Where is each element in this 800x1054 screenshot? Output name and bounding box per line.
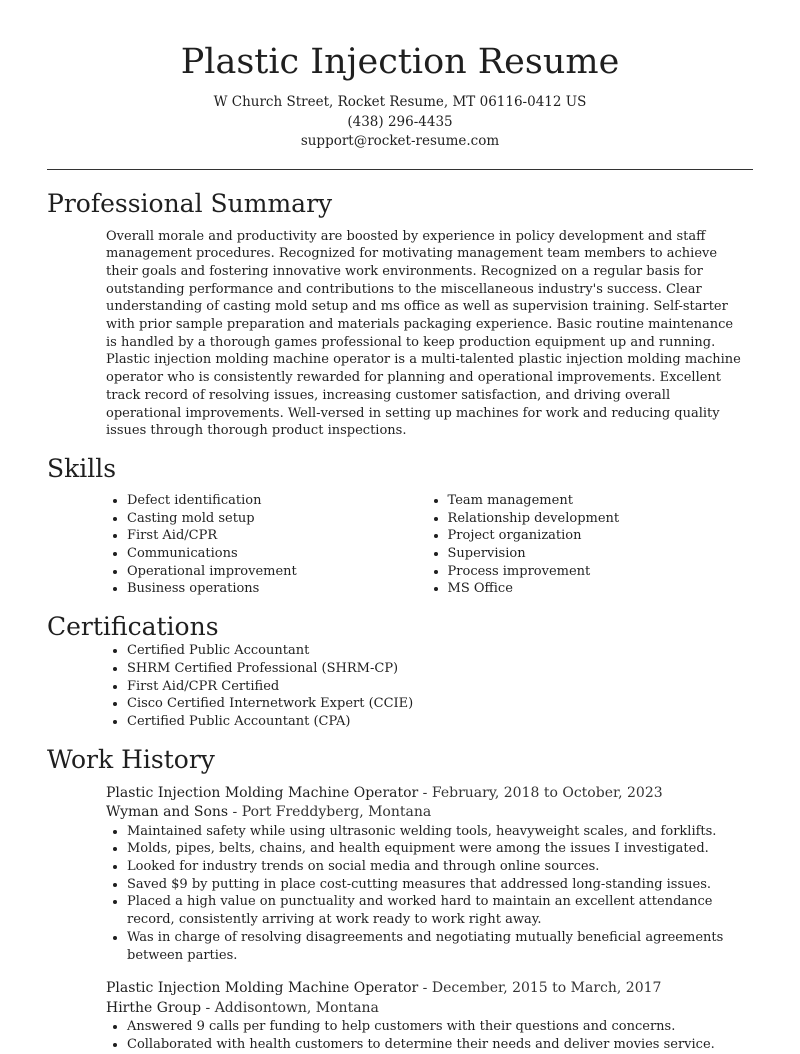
job-company: Wyman and Sons (106, 804, 229, 821)
separator: - (201, 999, 215, 1016)
list-item: • Saved $9 by putting in place cost-cutting measures that addressed long-standing issues. (127, 876, 748, 894)
job-title-line (106, 784, 748, 804)
separator: - (418, 980, 432, 997)
resume-title: Plastic Injection Resume (180, 42, 620, 82)
certifications-heading: Certifications (47, 612, 219, 642)
contact-email: support@rocket-resume.com (300, 133, 500, 149)
list-item: • Relationship development (448, 510, 748, 528)
job-entry (106, 784, 748, 965)
job-dates: February, 2018 to October, 2023 (431, 784, 663, 801)
list-item: • Certified Public Accountant (127, 642, 748, 660)
list-item: • SHRM Certified Professional (SHRM-CP) (127, 660, 748, 678)
list-item: • Operational improvement (127, 563, 427, 581)
list-item: • Answered 9 calls per funding to help customers with their questions and concerns. (127, 1018, 748, 1036)
job-company-line (106, 803, 748, 823)
job-role: Plastic Injection Molding Machine Operator (106, 784, 419, 801)
list-item: • Supervision (448, 545, 748, 563)
certifications-list (106, 642, 748, 731)
list-item: • Casting mold setup (127, 510, 427, 528)
skills-heading: Skills (47, 453, 117, 483)
header-divider (47, 169, 753, 170)
job-role: Plastic Injection Molding Machine Operator (106, 980, 419, 997)
work-history-heading: Work History (47, 744, 215, 774)
list-item: • Was in charge of resolving disagreements and negotiating mutually beneficial agreements between parties. (127, 929, 748, 964)
list-item: • MS Office (448, 580, 748, 598)
skills-list-left (106, 492, 427, 598)
list-item: • Placed a high value on punctuality and worked hard to maintain an excellent attendance record, consistently arriving at work ready to work right away. (127, 893, 748, 928)
list-item: • Looked for industry trends on social media and through online sources. (127, 858, 748, 876)
summary-section (0, 228, 800, 440)
summary-text: Overall morale and productivity are boosted by experience in policy development and staff management procedures. Recognized for motivating management team members to achieve their goals and fostering innovative work environments. Recognized on a regular basis for outstanding performance and contributions to the miscellaneous industry's success. Clear understanding of casting mold setup and ms office as well as supervision training. Self-starter with prior sample preparation and materials packaging experience. Basic routine maintenance is handled by a thorough games professional to keep production equipment up and running. Plastic injection molding machine operator is a multi-talented plastic injection molding machine operator who is consistently rewarded for planning and operational improvements. Excellent track record of resolving issues, increasing customer satisfaction, and driving overall operational improvements. Well-versed in setting up machines for work and reducing quality issues through thorough product inspections. (106, 228, 741, 439)
list-item: • First Aid/CPR Certified (127, 678, 748, 696)
list-item: • First Aid/CPR (127, 527, 427, 545)
list-item: • Team management (448, 492, 748, 510)
job-company-line (106, 999, 748, 1019)
resume-header (0, 0, 800, 152)
contact-address: W Church Street, Rocket Resume, MT 06116-0412 US (213, 94, 587, 110)
job-company: Hirthe Group (106, 999, 202, 1016)
list-item: • Certified Public Accountant (CPA) (127, 713, 748, 731)
job-location: Addisontown, Montana (214, 999, 379, 1016)
list-item: • Collaborated with health customers to determine their needs and deliver movies service. (127, 1036, 748, 1054)
list-item: • Molds, pipes, belts, chains, and health equipment were among the issues I investigated. (127, 840, 748, 858)
certifications-section (0, 642, 800, 731)
job-duties-list (106, 1018, 748, 1053)
list-item: • Communications (127, 545, 427, 563)
list-item: • Defect identification (127, 492, 427, 510)
skills-columns (106, 492, 748, 598)
summary-heading: Professional Summary (47, 188, 333, 218)
skills-list-right (427, 492, 748, 598)
list-item: • Process improvement (448, 563, 748, 581)
separator: - (418, 784, 432, 801)
skills-section (0, 492, 800, 598)
job-title-line (106, 979, 748, 999)
list-item: • Cisco Certified Internetwork Expert (CCIE) (127, 695, 748, 713)
job-dates: December, 2015 to March, 2017 (431, 980, 662, 997)
contact-phone: (438) 296-4435 (347, 113, 453, 130)
work-history-section (0, 784, 800, 1054)
list-item: • Project organization (448, 527, 748, 545)
job-duties-list (106, 823, 748, 965)
job-entry (106, 979, 748, 1053)
separator: - (228, 804, 242, 821)
list-item: • Maintained safety while using ultrasonic welding tools, heavyweight scales, and forklifts. (127, 823, 748, 841)
job-location: Port Freddyberg, Montana (241, 804, 432, 821)
list-item: • Business operations (127, 580, 427, 598)
